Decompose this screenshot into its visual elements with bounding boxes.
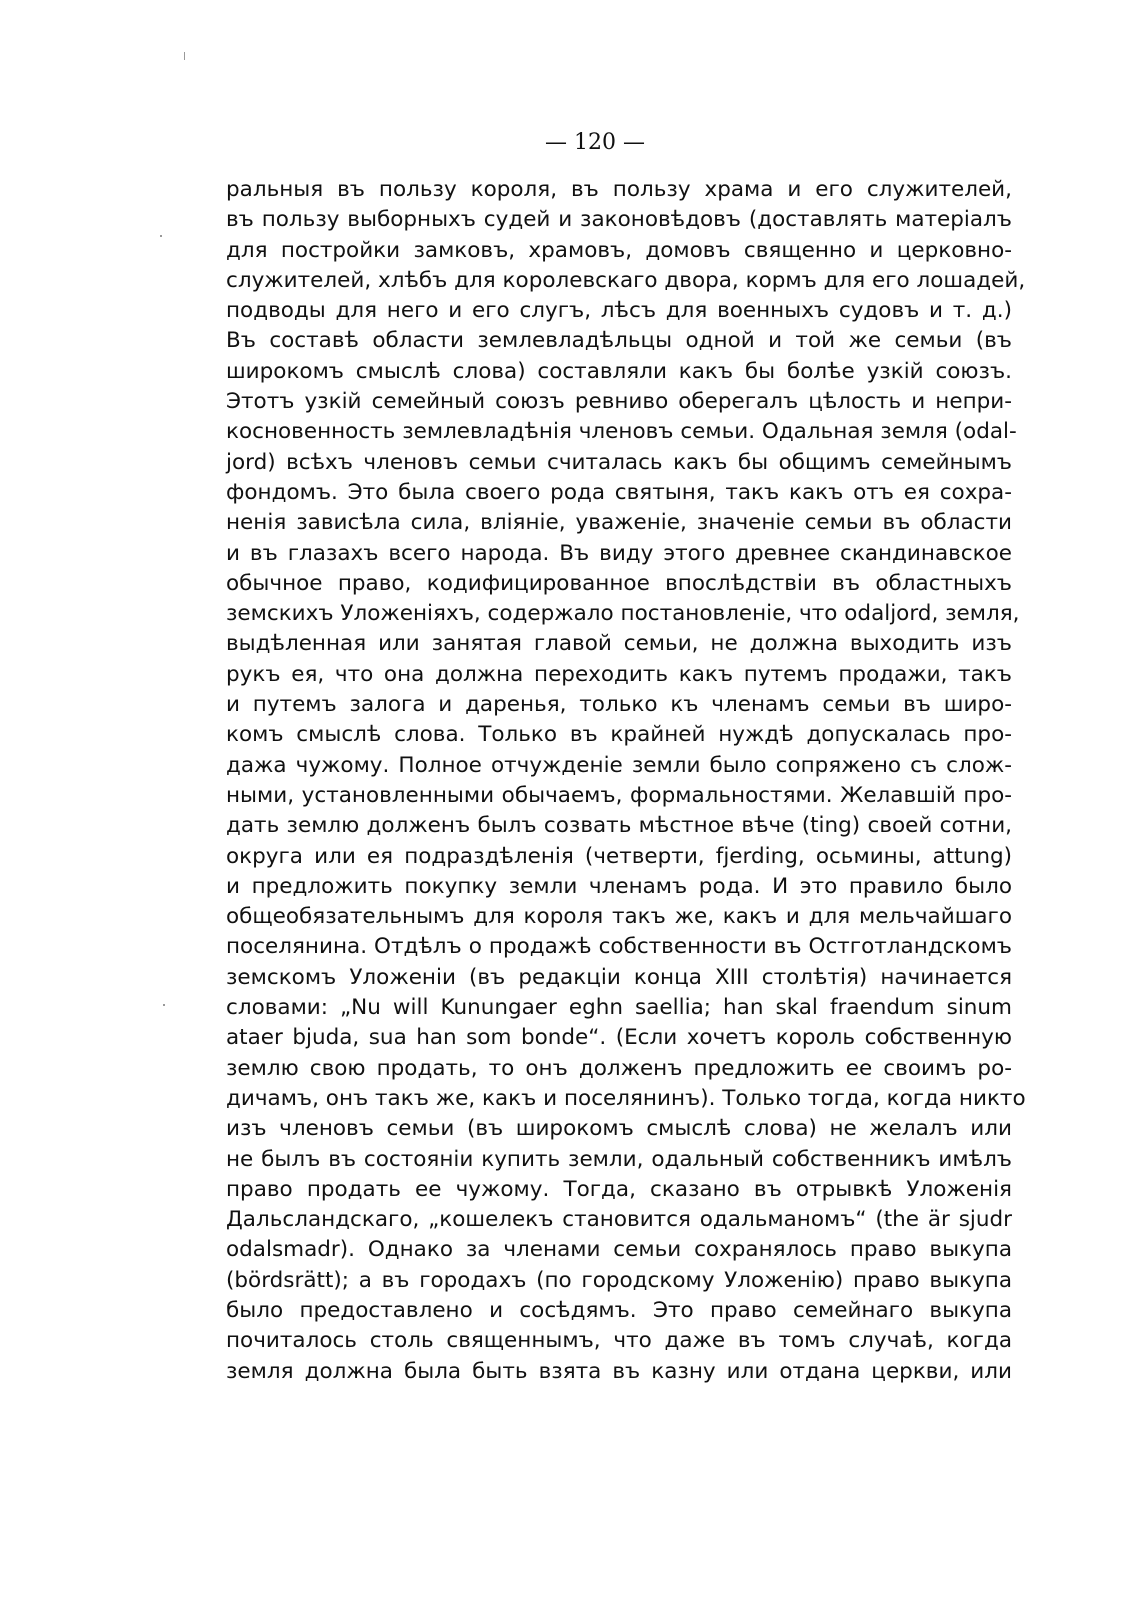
text-line: дать землю долженъ былъ созвать мѣстное вѣче (ting) своей сотни,	[226, 813, 1012, 839]
text-line: широкомъ смыслѣ слова) составляли какъ бы болѣе узкій союзъ.	[226, 358, 1012, 384]
text-line: дажа чужому. Полное отчужденіе земли было сопряжено съ слож-	[226, 752, 1012, 778]
text-line: (bördsrätt); а въ городахъ (по городскому Уложенію) право выкупа	[226, 1267, 1012, 1293]
scan-mark	[163, 1004, 165, 1006]
text-line: ральныя въ пользу короля, въ пользу храма и его служителей,	[226, 177, 1012, 202]
text-line: словами: „Nu will Kunungaer eghn saellia; han skal fraendum sinum	[226, 995, 1012, 1021]
text-line: комъ смыслѣ слова. Только въ крайней нуждѣ допускалась про-	[226, 722, 1012, 748]
text-line: поселянина. Отдѣлъ о продажѣ собственности въ Остготландскомъ	[226, 934, 1012, 960]
scan-mark	[160, 235, 162, 237]
text-line: и въ глазахъ всего народа. Въ виду этого древнее скандинавское	[226, 540, 1012, 566]
text-line: Дальсландскаго, „кошелекъ становится одальманомъ“ (the är sjudr	[226, 1207, 1012, 1233]
scan-mark	[184, 52, 185, 60]
text-line: фондомъ. Это была своего рода святыня, такъ какъ отъ ея сохра-	[226, 479, 1012, 505]
text-line: земскихъ Уложеніяхъ, содержало постановленіе, что odaljord, земля,	[226, 601, 1020, 627]
text-line: обычное право, кодифицированное впослѣдствіи въ областныхъ	[226, 570, 1012, 596]
text-line: ataer bjuda, sua han som bonde“. (Если хочетъ король собственную	[226, 1025, 1012, 1051]
text-line: ными, установленными обычаемъ, формальностями. Желавшій про-	[226, 782, 1012, 808]
text-line: jord) всѣхъ членовъ семьи считалась какъ бы общимъ семейнымъ	[226, 449, 1012, 475]
text-line: ненія зависѣла сила, вліяніе, уваженіе, значеніе семьи въ области	[226, 510, 1012, 536]
text-line: рукъ ея, что она должна переходить какъ путемъ продажи, такъ	[226, 661, 1012, 687]
text-line: округа или ея подраздѣленія (четверти, fjerding, осьмины, attung)	[226, 843, 1012, 869]
text-line: Въ составѣ области землевладѣльцы одной и той же семьи (въ	[226, 328, 1012, 354]
text-line: почиталось столь священнымъ, что даже въ томъ случаѣ, когда	[226, 1328, 1012, 1354]
text-line: землю свою продать, то онъ долженъ предложить ее своимъ ро-	[226, 1055, 1012, 1081]
text-line: odalsmadr). Однако за членами семьи сохранялось право выкупа	[226, 1237, 1012, 1263]
text-line: было предоставлено и сосѣдямъ. Это право семейнаго выкупа	[226, 1297, 1012, 1323]
text-line: дичамъ, онъ такъ же, какъ и поселянинъ). Только тогда, когда никто	[226, 1085, 1026, 1111]
text-line: изъ членовъ семьи (въ широкомъ смыслѣ слова) не желалъ или	[226, 1116, 1012, 1142]
page-number: — 120 —	[545, 130, 645, 155]
text-line: для постройки замковъ, храмовъ, домовъ священно и церковно-	[226, 237, 1012, 263]
text-line: Этотъ узкій семейный союзъ ревниво оберегалъ цѣлость и непри-	[226, 389, 1012, 415]
text-line: косновенность землевладѣнія членовъ семьи. Одальная земля (odal-	[226, 419, 1017, 445]
text-line: не былъ въ состояніи купить земли, одальный собственникъ имѣлъ	[226, 1146, 1012, 1172]
text-line: служителей, хлѣбъ для королевскаго двора, кормъ для его лошадей,	[226, 267, 1026, 293]
text-line: право продать ее чужому. Тогда, сказано въ отрывкѣ Уложенія	[226, 1176, 1012, 1202]
body-text	[226, 175, 1026, 1387]
text-line: выдѣленная или занятая главой семьи, не должна выходить изъ	[226, 631, 1012, 657]
text-line: общеобязательнымъ для короля такъ же, какъ и для мельчайшаго	[226, 904, 1012, 930]
text-line: земля должна была быть взята въ казну или отдана церкви, или	[226, 1358, 1012, 1384]
text-line: земскомъ Уложеніи (въ редакціи конца XIII столѣтія) начинается	[226, 964, 1012, 990]
text-line: подводы для него и его слугъ, лѣсъ для военныхъ судовъ и т. д.)	[226, 298, 1012, 324]
text-line: и предложить покупку земли членамъ рода. И это правило было	[226, 873, 1012, 899]
text-line: и путемъ залога и даренья, только къ членамъ семьи въ широ-	[226, 692, 1012, 718]
text-line: въ пользу выборныхъ судей и законовѣдовъ (доставлять матеріалъ	[226, 207, 1012, 233]
